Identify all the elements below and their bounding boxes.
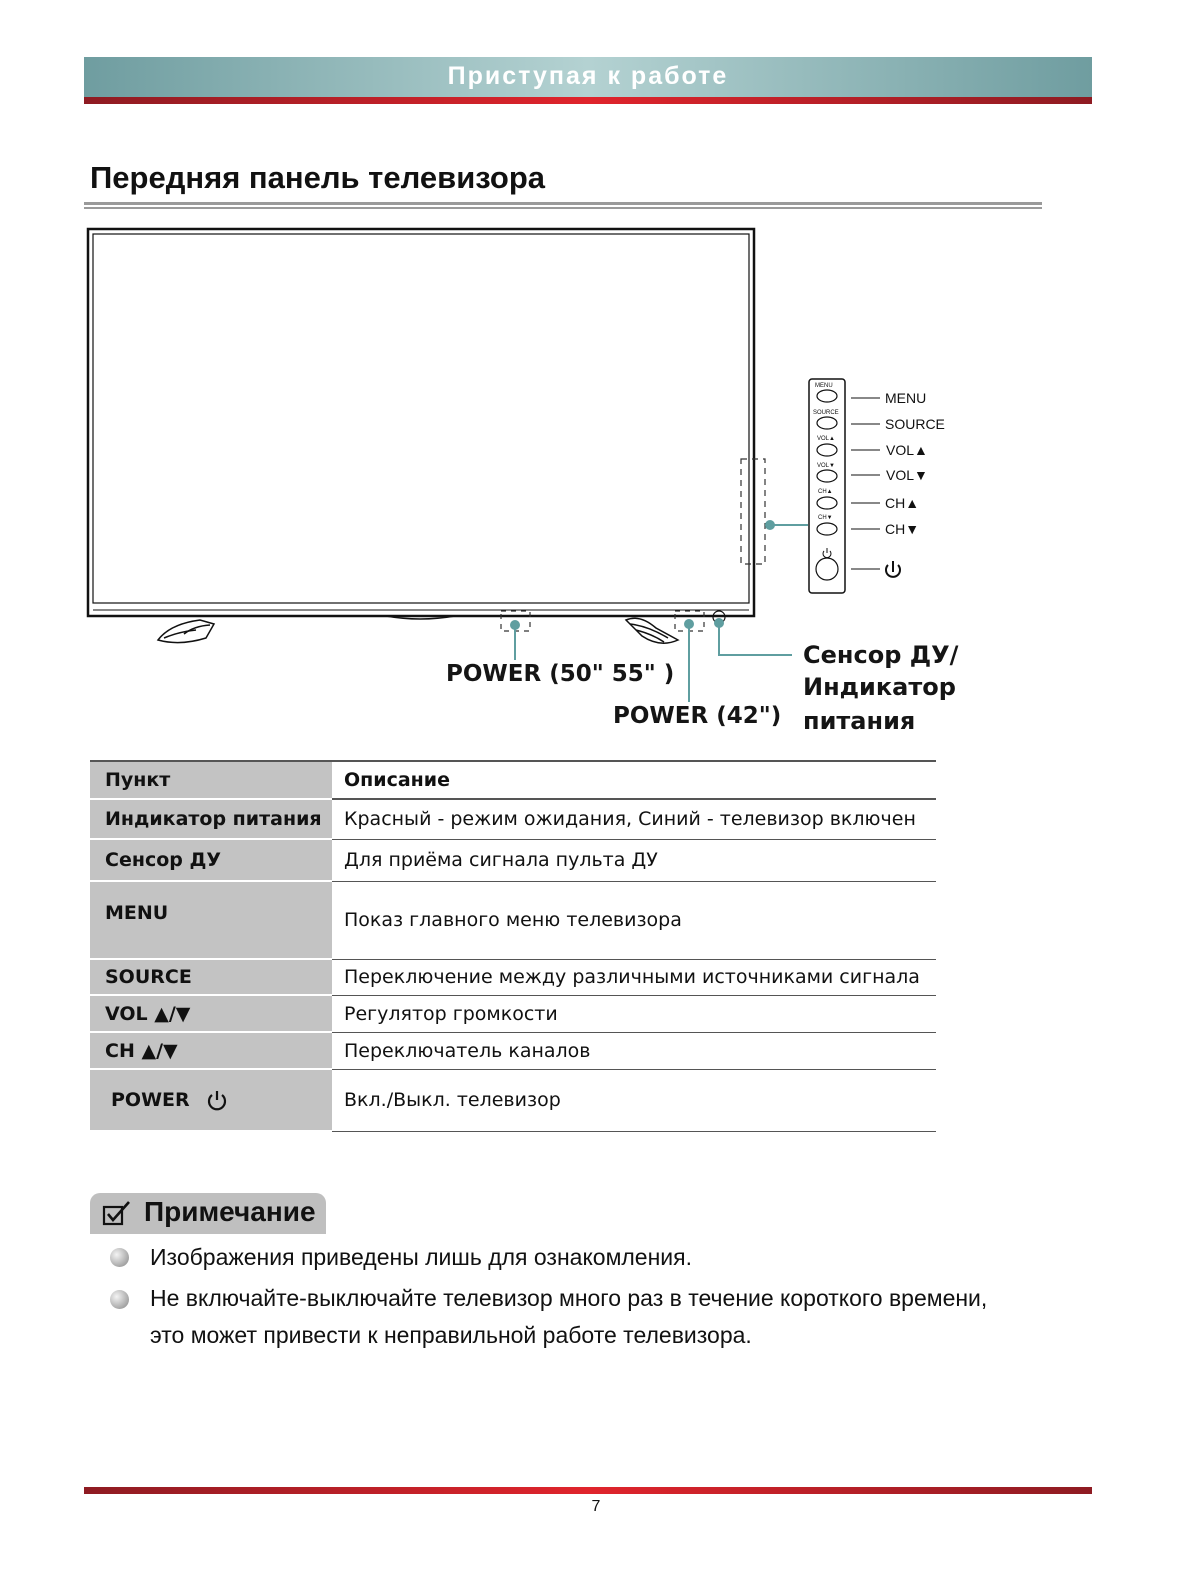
table-row — [90, 799, 936, 839]
row-desc-remote-sensor: Для приёма сигнала пульта ДУ — [332, 839, 936, 881]
checkbox-note-icon — [102, 1200, 132, 1226]
page-number: 7 — [591, 1498, 601, 1515]
col-header-description: Описание — [332, 761, 936, 799]
row-item-ch: CH ▲/▼ — [90, 1032, 332, 1069]
page-title: Передняя панель телевизора — [90, 160, 545, 195]
panel-label-source: SOURCE — [885, 416, 945, 432]
panel-label-ch-up: CH▲ — [885, 495, 920, 511]
row-desc-indicator: Красный - режим ожидания, Синий - телевизор включен — [332, 799, 936, 839]
row-item-source: SOURCE — [90, 959, 332, 995]
table-row — [90, 1032, 936, 1069]
left-stand — [158, 620, 214, 643]
panel-power-label-icon — [886, 561, 900, 577]
row-desc-vol: Регулятор громкости — [332, 995, 936, 1032]
tv-illustration — [0, 0, 1192, 760]
note-item-1: Изображения приведены лишь для ознакомления. — [150, 1244, 692, 1270]
callout-sensor-line1: Сенсор ДУ/ — [803, 641, 959, 669]
callout-power-42: POWER (42") — [613, 703, 782, 729]
row-desc-power: Вкл./Выкл. телевизор — [332, 1069, 936, 1131]
table-row — [90, 839, 936, 881]
micro-label-power — [823, 545, 828, 552]
row-item-remote-sensor: Сенсор ДУ — [90, 839, 332, 881]
row-item-vol: VOL ▲/▼ — [90, 995, 332, 1032]
panel-label-power — [912, 561, 923, 578]
power-icon — [206, 1089, 228, 1111]
note-item-2: Не включайте-выключайте телевизор много раз в течение короткого времени, это может привести к неправильной работе телевизора. — [150, 1285, 988, 1348]
micro-label-vol-up: VOL▲ — [817, 436, 835, 442]
bullet-icon — [110, 1248, 129, 1267]
table-row — [90, 1069, 936, 1131]
tv-screen — [93, 234, 749, 603]
callout-power-50-55: POWER (50" 55" ) — [446, 661, 675, 687]
row-desc-ch: Переключатель каналов — [332, 1032, 936, 1069]
row-item-menu: MENU — [90, 881, 332, 959]
callout-sensor-line2: Индикатор — [803, 673, 956, 701]
panel-leader-lines — [851, 398, 880, 569]
table-row — [90, 881, 936, 959]
micro-label-ch-down: CH▼ — [818, 515, 833, 521]
footer-red-rule — [84, 1487, 1092, 1494]
table-header-row — [90, 761, 936, 799]
table-row — [90, 995, 936, 1032]
row-desc-source: Переключение между различными источниками сигнала — [332, 959, 936, 995]
section-title: Приступая к работе — [447, 62, 729, 90]
micro-label-menu: MENU — [815, 383, 833, 389]
tv-frame — [88, 229, 754, 616]
bullet-icon — [110, 1290, 129, 1309]
row-item-indicator: Индикатор питания — [90, 799, 332, 839]
tv-front-diagram — [0, 0, 1192, 760]
note-title: Примечание — [144, 1196, 316, 1227]
panel-label-ch-down: CH▼ — [885, 521, 920, 537]
table-row — [90, 959, 936, 995]
controls-table — [90, 760, 936, 1132]
panel-label-vol-up: VOL▲ — [886, 442, 928, 458]
note-tab — [90, 1193, 326, 1234]
micro-label-vol-down: VOL▼ — [817, 463, 835, 469]
row-desc-menu: Показ главного меню телевизора — [332, 881, 936, 959]
row-item-power-label: POWER — [111, 1089, 190, 1111]
micro-label-source: SOURCE — [813, 410, 839, 416]
right-stand — [626, 618, 678, 643]
panel-label-menu: MENU — [885, 390, 927, 406]
micro-label-ch-up: CH▲ — [818, 489, 833, 495]
col-header-item: Пункт — [90, 761, 332, 799]
row-item-power — [90, 1069, 332, 1131]
callout-sensor-line3: питания — [803, 707, 916, 735]
panel-label-vol-down: VOL▼ — [886, 467, 928, 483]
